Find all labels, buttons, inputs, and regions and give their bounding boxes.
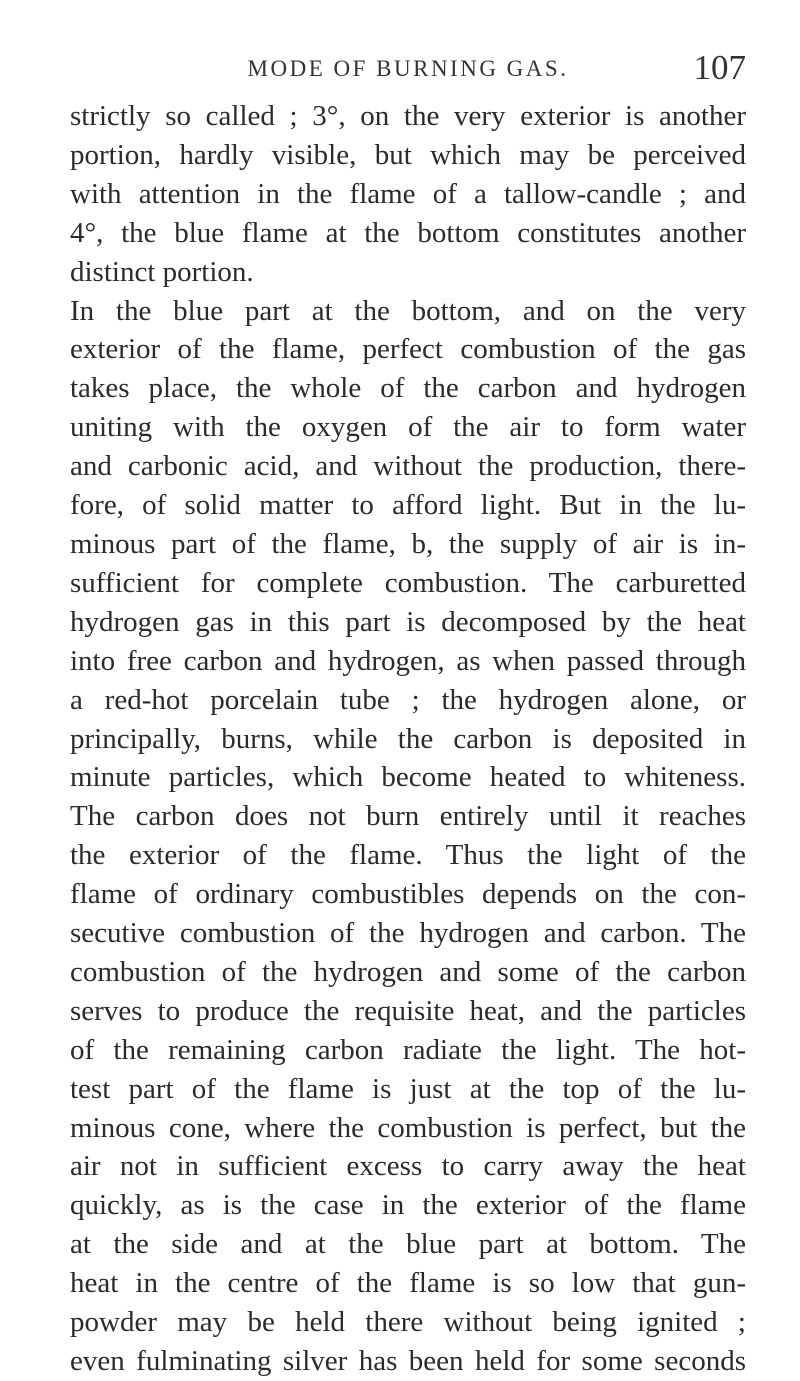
text-line: secutive combustion of the hydrogen and carbon. The — [70, 917, 746, 950]
text-line: strictly so called ; 3°, on the very exterior is another — [70, 100, 746, 132]
text-line: with attention in the flame of a tallow-candle ; and — [70, 177, 746, 210]
text-line: hydrogen gas in this part is decomposed by the heat — [70, 605, 746, 638]
text-line: test part of the flame is just at the top of the lu- — [70, 1072, 746, 1105]
text-line: fore, of solid matter to afford light. But in the lu- — [70, 489, 746, 522]
body-text — [70, 97, 746, 1381]
text-line: combustion of the hydrogen and some of the carbon — [70, 955, 746, 988]
text-line: uniting with the oxygen of the air to form water — [70, 411, 746, 444]
text-line: The carbon does not burn entirely until it reaches — [70, 800, 746, 833]
text-line: the exterior of the flame. Thus the light of the — [70, 839, 746, 872]
text-line: takes place, the whole of the carbon and hydrogen — [70, 372, 746, 405]
text-line: principally, burns, while the carbon is deposited in — [70, 722, 746, 755]
text-line: flame of ordinary combustibles depends on the con- — [70, 878, 746, 911]
text-line: into free carbon and hydrogen, as when passed through — [70, 644, 746, 677]
running-title: MODE OF BURNING GAS. — [247, 56, 569, 81]
text-line: and carbonic acid, and without the production, there- — [70, 450, 746, 483]
text-line: heat in the centre of the flame is so low that gun- — [70, 1267, 746, 1300]
text-line: exterior of the flame, perfect combustion of the gas — [70, 333, 746, 366]
text-line: powder may be held there without being ignited ; — [70, 1306, 746, 1339]
text-line: of the remaining carbon radiate the light. The hot- — [70, 1033, 746, 1066]
page-number: 107 — [693, 48, 746, 87]
running-head — [70, 48, 746, 88]
text-line: minute particles, which become heated to whiteness. — [70, 761, 746, 794]
text-line: 4°, the blue flame at the bottom constitutes another — [70, 216, 746, 249]
text-line: portion, hardly visible, but which may be perceived — [70, 138, 746, 171]
text-line: distinct portion. — [70, 255, 254, 288]
paragraph-start-line: In the blue part at the bottom, and on the very — [70, 294, 746, 327]
text-line: serves to produce the requisite heat, and the particles — [70, 994, 746, 1027]
text-line: minous part of the flame, b, the supply of air is in- — [70, 527, 746, 560]
text-line: air not in sufficient excess to carry away the heat — [70, 1150, 746, 1183]
text-line: quickly, as is the case in the exterior of the flame — [70, 1189, 746, 1222]
text-line: sufficient for complete combustion. The carburetted — [70, 566, 746, 599]
text-line: a red-hot porcelain tube ; the hydrogen alone, or — [70, 683, 746, 716]
text-line: at the side and at the blue part at bottom. The — [70, 1228, 746, 1261]
text-line: minous cone, where the combustion is perfect, but the — [70, 1111, 746, 1144]
text-line: even fulminating silver has been held for some seconds — [70, 1345, 746, 1377]
